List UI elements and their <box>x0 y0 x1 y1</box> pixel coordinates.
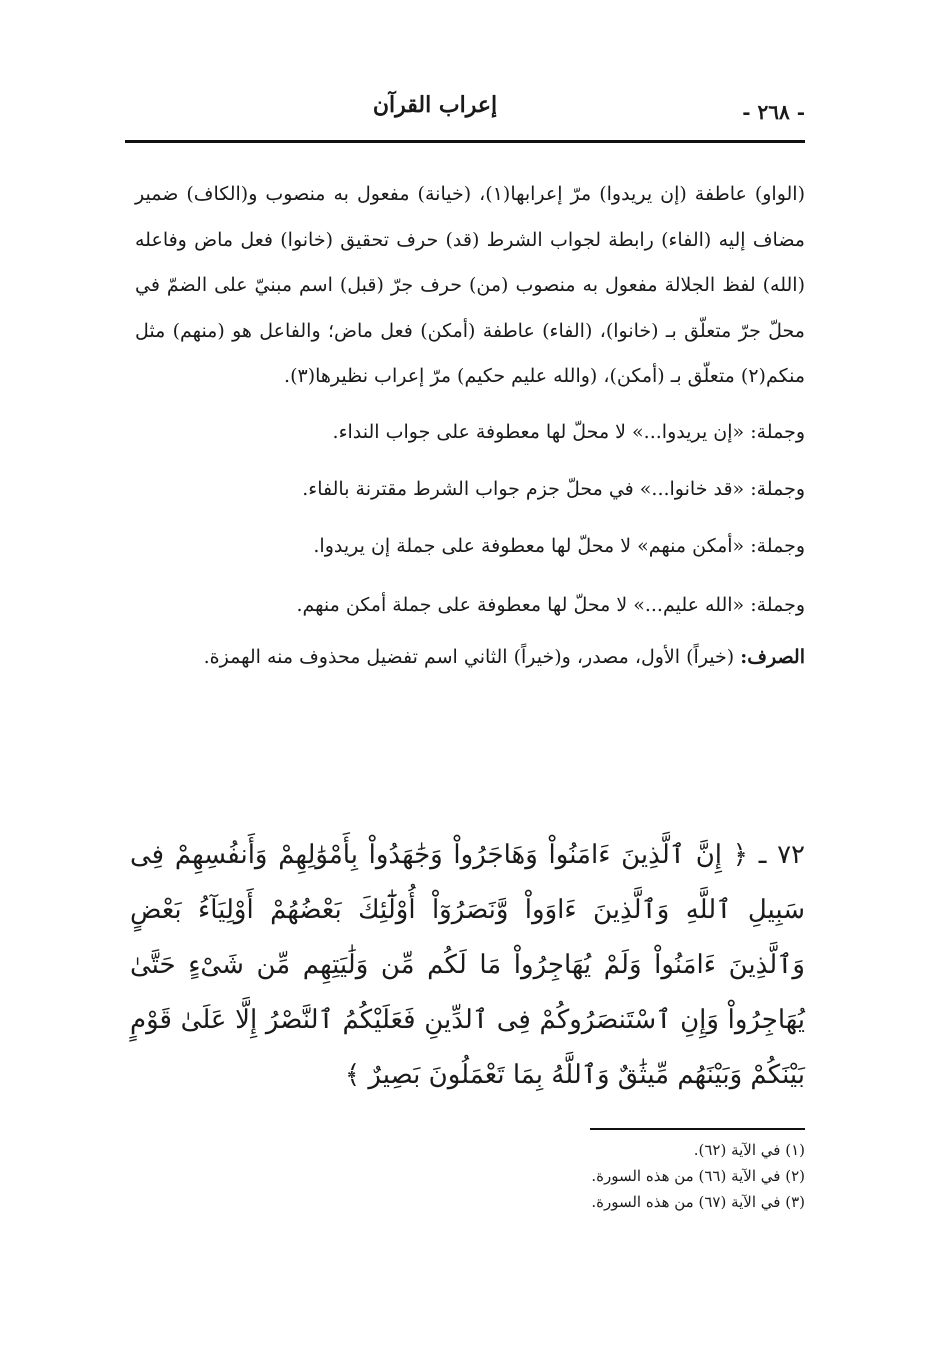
jumla-line: وجملة: «قد خانوا...» في محلّ جزم جواب الشرط مقترنة بالفاء. <box>302 477 805 500</box>
sarf-label: الصرف: <box>740 645 805 668</box>
quran-verse: ٧٢ ـ ﴿ إِنَّ ٱلَّذِينَ ءَامَنُواْ وَهَاجَرُواْ وَجَٰهَدُواْ بِأَمْوَٰلِهِمْ وَأَنفُسِهِمْ فِى سَبِيلِ ٱللَّهِ وَٱلَّذِينَ ءَاوَواْ وَّنَصَرُوٓاْ أُوْلَٰٓئِكَ بَعْضُهُمْ أَوْلِيَآءُ بَعْضٍ وَٱلَّذِينَ ءَامَنُواْ وَلَمْ يُهَاجِرُواْ مَا لَكُم مِّن وَلَٰيَتِهِم مِّن شَىْءٍ حَتَّىٰ يُهَاجِرُواْ وَإِنِ ٱسْتَنصَرُوكُمْ فِى ٱلدِّينِ فَعَلَيْكُمُ ٱلنَّصْرُ إِلَّا عَلَىٰ قَوْمٍ بَيْنَكُمْ وَبَيْنَهُم مِّيثَٰقٌ وَٱللَّهُ بِمَا تَعْمَلُونَ بَصِيرٌ ﴾ <box>130 840 805 1090</box>
book-title: إعراب القرآن <box>372 92 498 118</box>
main-text <box>135 172 805 680</box>
footnote: (٢) في الآية (٦٦) من هذه السورة. <box>591 1167 805 1185</box>
footnotes <box>591 1137 805 1215</box>
jumla-line: وجملة: «الله عليم...» لا محلّ لها معطوفة على جملة أمكن منهم. <box>296 593 805 616</box>
footnote-rule <box>590 1128 805 1130</box>
sarf-text: (خيراً) الأول، مصدر، و(خيراً) الثاني اسم تفضيل محذوف منه الهمزة. <box>203 645 735 668</box>
footnote: (٣) في الآية (٦٧) من هذه السورة. <box>591 1193 805 1211</box>
footnote: (١) في الآية (٦٢). <box>693 1141 805 1159</box>
jumla-line: وجملة: «إن يريدوا...» لا محلّ لها معطوفة على جواب النداء. <box>332 420 805 443</box>
page-number: - ٢٦٨ - <box>742 100 805 124</box>
sarf-paragraph <box>135 635 805 681</box>
header-rule <box>125 140 805 143</box>
irab-paragraph: (الواو) عاطفة (إن يريدوا) مرّ إعرابها(١)، (خيانة) مفعول به منصوب و(الكاف) ضمير مضاف إليه (الفاء) رابطة لجواب الشرط (قد) حرف تحقيق (خانوا) فعل ماض وفاعله (الله) لفظ الجلالة مفعول به منصوب (من) حرف جرّ (قبل) اسم مبنيّ على الضمّ في محلّ جرّ متعلّق بـ (خانوا)، (الفاء) عاطفة (أمكن) فعل ماض؛ والفاعل هو (منهم) مثل منكم(٢) متعلّق بـ (أمكن)، (والله عليم حكيم) مرّ إعراب نظيرها(٣). <box>135 183 805 387</box>
page-header <box>125 88 805 138</box>
jumla-line: وجملة: «أمكن منهم» لا محلّ لها معطوفة على جملة إن يريدوا. <box>313 534 805 557</box>
